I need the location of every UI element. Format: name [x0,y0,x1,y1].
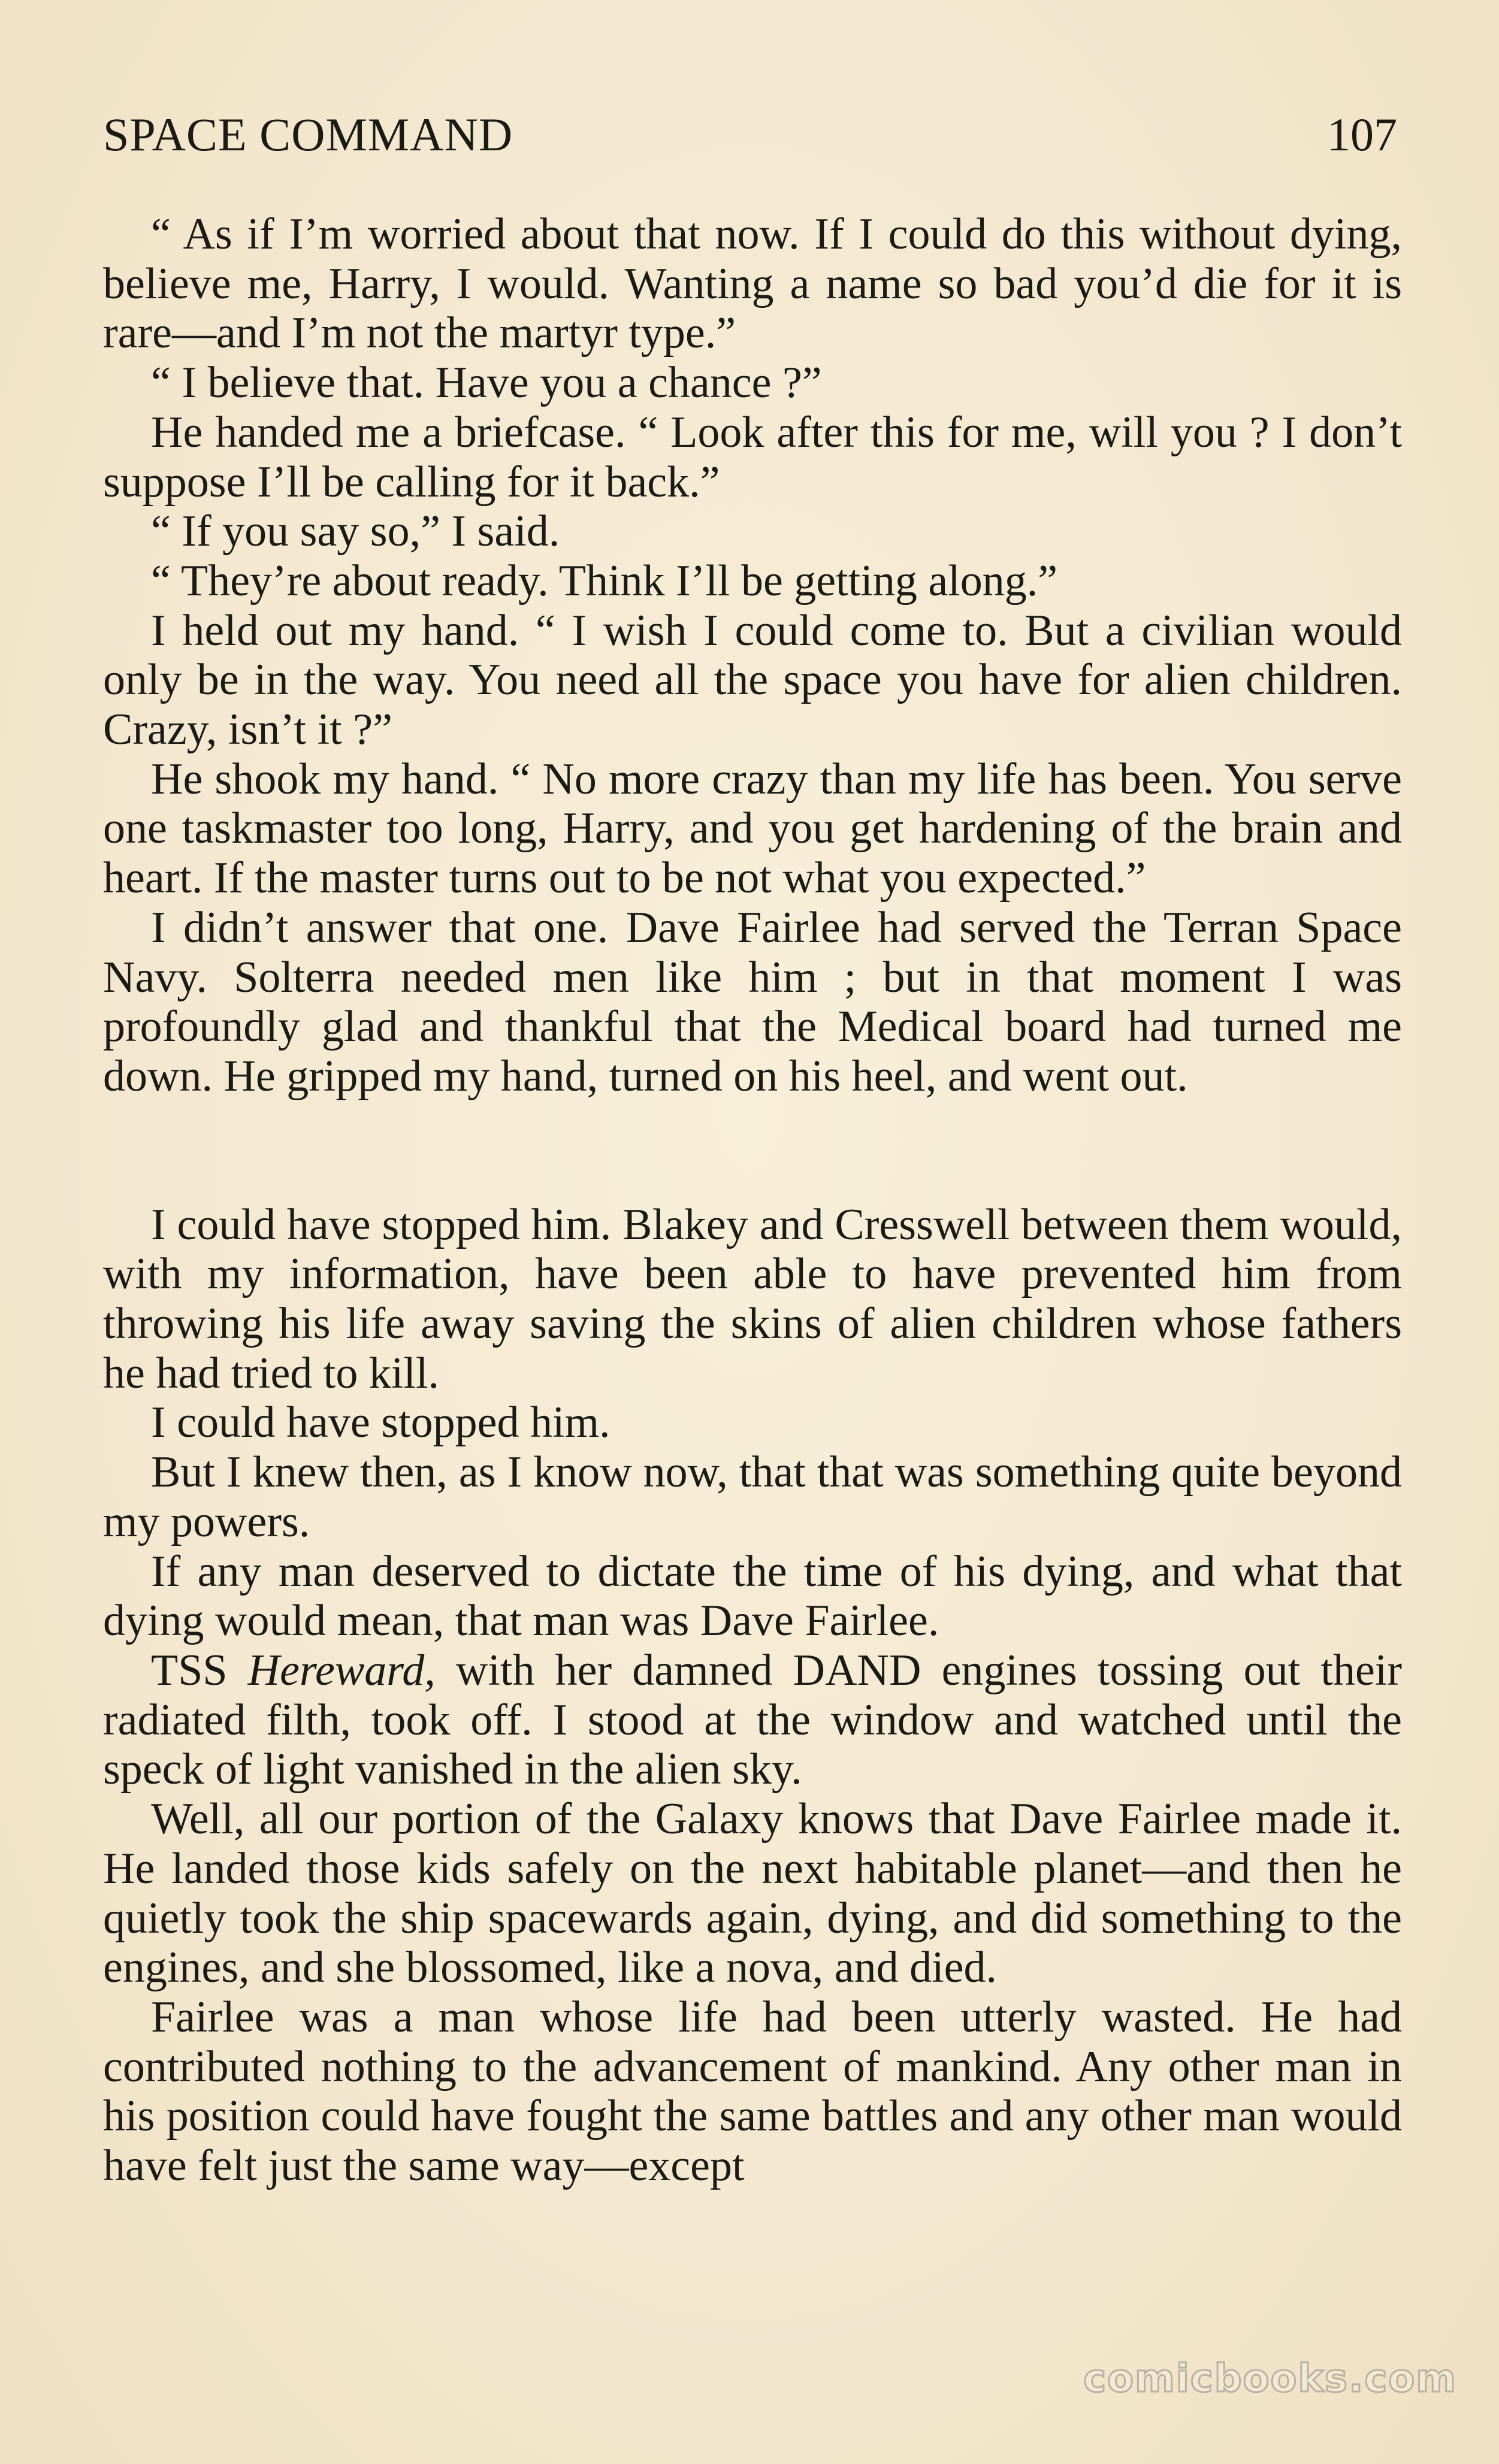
section-break [103,1101,1402,1200]
ship-name: Hereward, [247,1645,436,1695]
paragraph: He shook my hand. “ No more crazy than my life has been. You serve one taskmaster too long, Harry, and you get hardening of the brain and heart. If the master turns out to be not what you expected.” [103,754,1402,903]
paragraph: I held out my hand. “ I wish I could come to. But a civilian would only be in the way. You need all the space you have for alien children. Crazy, isn’t it ?” [103,606,1402,755]
paragraph: “ As if I’m worried about that now. If I could do this without dying, believe me, Harry, I would. Wanting a name so bad you’d die for it is rare—and I’m not the martyr type.” [103,210,1402,358]
ship-paragraph [103,1646,1402,1794]
paragraph: He handed me a briefcase. “ Look after this for me, will you ? I don’t suppose I’ll be calling for it back.” [103,407,1402,507]
paragraph: “ They’re about ready. Think I’ll be getting along.” [151,556,1058,606]
paragraph: Well, all our portion of the Galaxy knows that Dave Fairlee made it. He landed those kids safely on the next habitable planet—and then he quietly took the ship spacewards again, dying, and did something to the engines, and she blossomed, like a nova, and died. [103,1794,1402,1993]
paragraph: If any man deserved to dictate the time of his dying, and what that dying would mean, that man was Dave Fairlee. [103,1546,1402,1646]
ship-paragraph-rest: with her damned DAND engines tossing out their radiated filth, took off. I stood at the window and watched until the speck of light vanished in the alien sky. [103,1645,1402,1794]
ship-paragraph-prefix: TSS [151,1645,248,1695]
body-text [103,210,1402,2191]
paragraph: “ I believe that. Have you a chance ?” [151,358,822,408]
running-title: SPACE COMMAND [103,108,513,161]
paragraph: Fairlee was a man whose life had been utterly wasted. He had contributed nothing to the advancement of mankind. Any other man in his position could have fought the same battles and any other man would have felt just the same way—except [103,1992,1402,2191]
paragraph: I could have stopped him. Blakey and Cresswell between them would, with my information, have been able to have prevented him from throwing his life away saving the skins of alien children whose fathers he had tried to kill. [103,1200,1402,1398]
paragraph: I didn’t answer that one. Dave Fairlee had served the Terran Space Navy. Solterra needed men like him ; but in that moment I was profoundly glad and thankful that the Medical board had turned me down. He gripped my hand, turned on his heel, and went out. [103,903,1402,1101]
watermark: comicbooks.com [1083,2357,1457,2401]
page-number: 107 [1327,108,1397,161]
paragraph: I could have stopped him. [151,1398,611,1448]
paragraph: “ If you say so,” I said. [151,507,560,556]
paragraph: But I knew then, as I know now, that that was something quite beyond my powers. [103,1448,1402,1546]
running-head [103,108,1397,168]
